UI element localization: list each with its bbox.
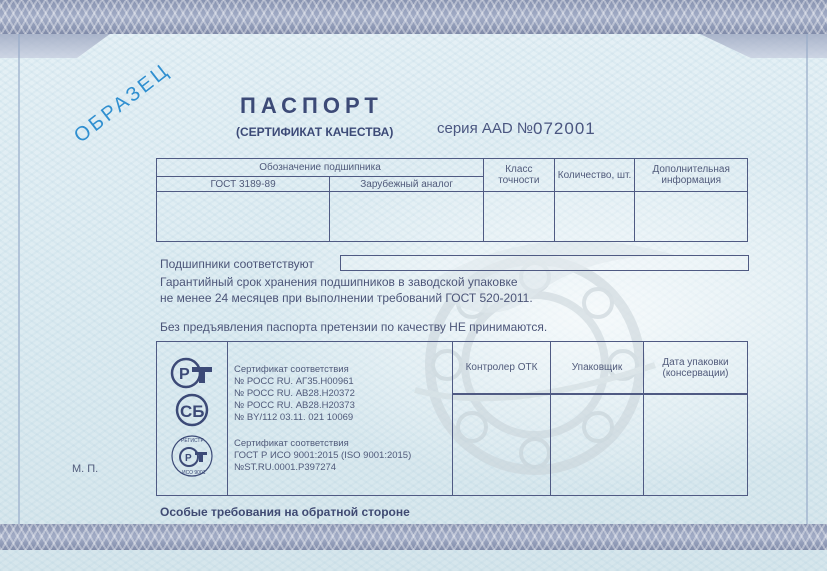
conformity-field[interactable] [340, 255, 749, 271]
quantity-cell[interactable] [554, 192, 635, 242]
bottom-note: Особые требования на обратной стороне [160, 505, 410, 519]
certificates-cell [228, 342, 453, 496]
bearing-table [156, 158, 748, 242]
certificate-line: № BY/112 03.11. 021 10069 [234, 411, 354, 423]
certificate-line: №ST.RU.0001.Р397274 [234, 461, 337, 473]
controller-cell[interactable] [453, 395, 551, 496]
foreign-analog-cell[interactable] [330, 192, 484, 242]
top-guilloche-band [0, 0, 827, 34]
packer-cell[interactable] [551, 395, 644, 496]
certificate-line: ГОСТ Р ИСО 9001:2015 (ISO 9001:2015) [234, 449, 412, 461]
stb-certification-logo [172, 393, 212, 427]
bearing-designation-header: Обозначение подшипника [157, 159, 484, 177]
svg-text:Р: Р [185, 452, 192, 464]
svg-text:СБ: СБ [180, 401, 205, 421]
registry-iso-logo [170, 431, 214, 481]
seal-place-label: М. П. [72, 463, 99, 475]
rst-certification-logo [170, 357, 214, 389]
certificate-table [156, 341, 748, 496]
additional-info-header: Дополнительная информация [635, 159, 748, 192]
page-subtitle: (СЕРТИФИКАТ КАЧЕСТВА) [236, 125, 394, 139]
logos-cell [157, 342, 228, 496]
top-left-ornament [0, 34, 110, 58]
certificate-line: № РОСС RU. АВ28.Н20373 [234, 399, 355, 411]
conformity-label: Подшипники соответствуют [160, 257, 314, 271]
bottom-guilloche-band [0, 524, 827, 550]
accuracy-class-cell[interactable] [484, 192, 555, 242]
additional-info-cell[interactable] [635, 192, 748, 242]
certificate-line: № РОСС RU. АВ28.Н20372 [234, 387, 355, 399]
accuracy-class-header: Класс точности [484, 159, 555, 192]
quantity-header: Количество, шт. [554, 159, 635, 192]
svg-text:ИСО 9001: ИСО 9001 [182, 469, 206, 476]
certificate-heading-1: Сертификат соответствия [234, 363, 349, 375]
packer-header: Упаковщик [551, 342, 644, 394]
right-border-line [806, 34, 808, 524]
left-border-line [18, 34, 20, 524]
series-label: серия ААD № [437, 120, 533, 137]
series-number: 072001 [533, 119, 596, 138]
gost-header: ГОСТ 3189-89 [157, 177, 330, 192]
storage-line-1: Гарантийный срок хранения подшипников в заводской упаковке [160, 275, 518, 289]
certificate-heading-2: Сертификат соответствия [234, 437, 349, 449]
gost-cell[interactable] [157, 192, 330, 242]
svg-text:РЕГИСТР: РЕГИСТР [181, 437, 204, 444]
page-title: ПАСПОРТ [240, 93, 383, 118]
storage-line-2: не менее 24 месяцев при выполнении требований ГОСТ 520-2011. [160, 291, 533, 305]
certificate-line: № РОСС RU. АГ35.Н00961 [234, 375, 354, 387]
packing-date-cell[interactable] [644, 395, 748, 496]
svg-text:Р: Р [179, 365, 190, 383]
controller-header: Контролер ОТК [453, 342, 551, 394]
packing-date-header: Дата упаковки (консервации) [644, 342, 748, 394]
foreign-analog-header: Зарубежный аналог [330, 177, 484, 192]
sample-stamp: ОБРАЗЕЦ [70, 59, 175, 148]
claims-line: Без предъявления паспорта претензии по качеству НЕ принимаются. [160, 320, 548, 334]
